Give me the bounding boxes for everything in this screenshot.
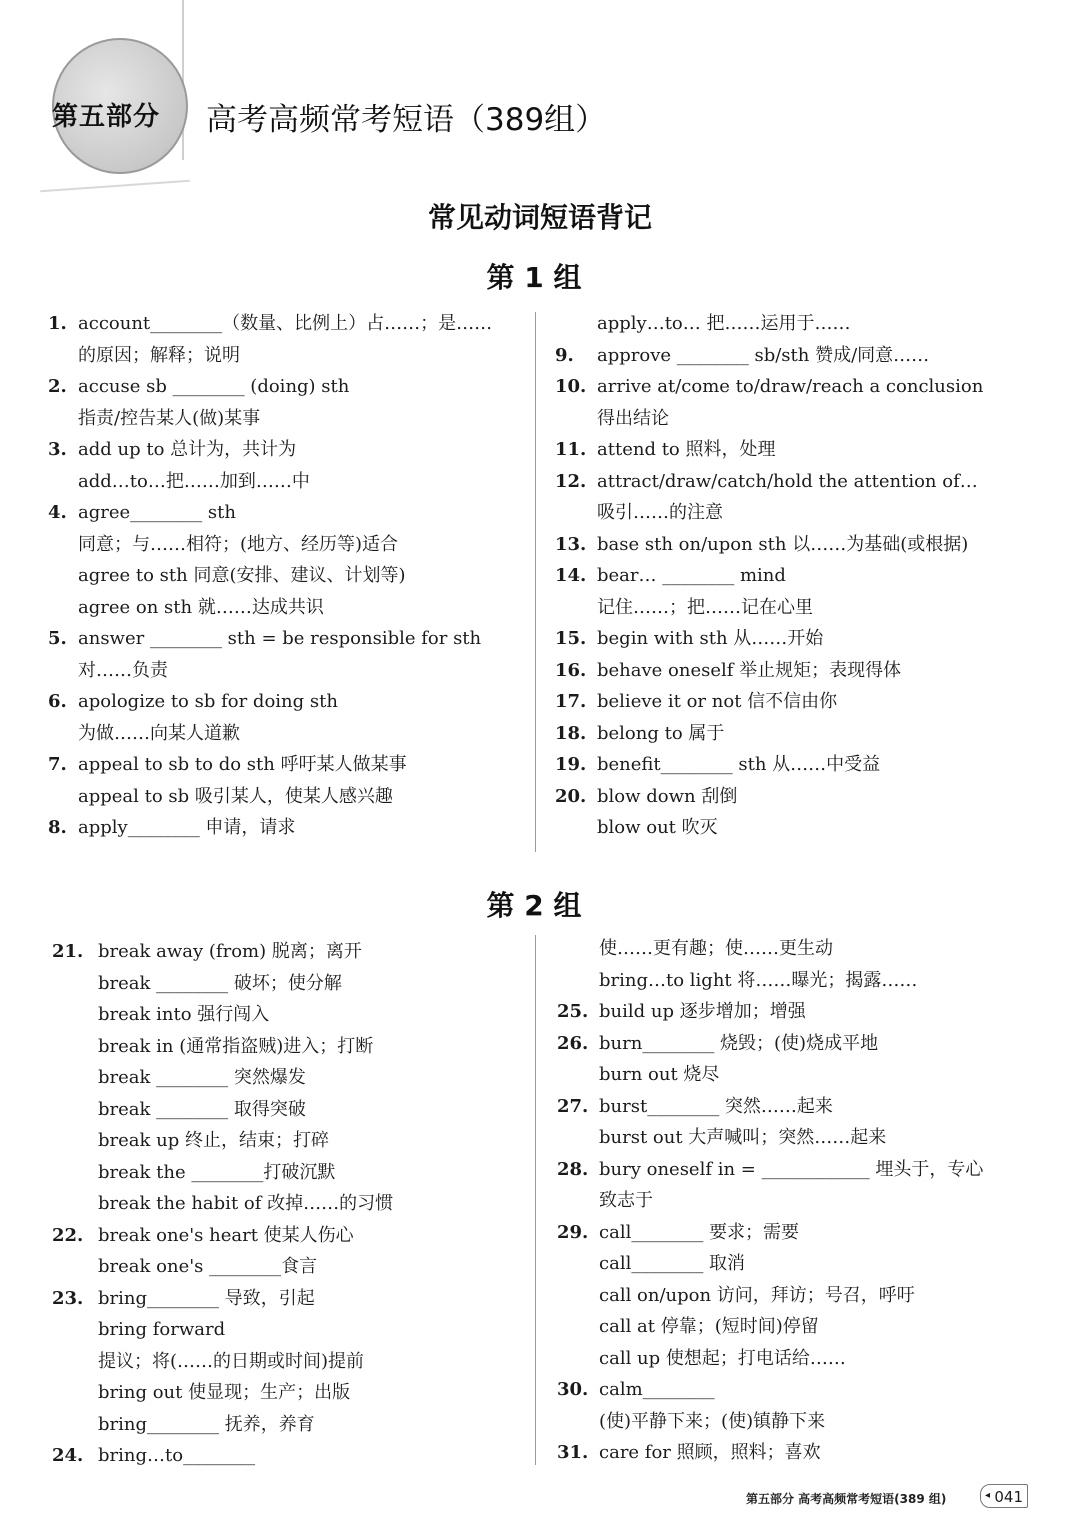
entry-text: burst out 大声喊叫；突然……起来 <box>599 1127 887 1148</box>
entry-text: accuse sb ________ (doing) sth <box>78 376 350 397</box>
entry-text: call at 停靠；(短时间)停留 <box>599 1316 819 1337</box>
entry-text: burn out 烧尽 <box>599 1064 720 1085</box>
entry-number: 4. <box>48 502 67 523</box>
phrase-entry <box>555 623 1045 655</box>
entry-number: 22. <box>52 1224 84 1246</box>
entry-text: break ________ 突然爆发 <box>98 1067 306 1088</box>
phrase-entry <box>555 655 1045 687</box>
phrase-entry <box>557 996 1047 1028</box>
phrase-entry <box>52 1062 532 1094</box>
phrase-entry <box>557 1406 1047 1438</box>
entry-number: 28. <box>557 1158 589 1180</box>
phrase-entry <box>52 1314 532 1346</box>
entry-text: burst________ 突然……起来 <box>599 1095 833 1117</box>
phrase-entry <box>555 686 1045 718</box>
entry-text: break one's heart 使某人伤心 <box>98 1224 354 1246</box>
entry-text: belong to 属于 <box>597 722 725 744</box>
phrase-entry <box>48 560 528 592</box>
phrase-entry <box>52 1125 532 1157</box>
phrase-entry <box>555 781 1045 813</box>
entry-text: 同意；与……相符；(地方、经历等)适合 <box>78 533 399 555</box>
phrase-entry <box>555 560 1045 592</box>
group-1-title: 第 1 组 <box>486 261 582 294</box>
phrase-entry <box>557 1185 1047 1217</box>
phrase-entry <box>557 1280 1047 1312</box>
entry-text: 记住……；把……记在心里 <box>597 596 813 618</box>
entry-text: break in (通常指盗贼)进入；打断 <box>98 1035 374 1057</box>
phrase-entry <box>555 308 1045 340</box>
entry-text: base sth on/upon sth 以……为基础(或根据) <box>597 533 969 555</box>
entry-number: 13. <box>555 533 587 555</box>
phrase-entry <box>48 781 528 813</box>
phrase-entry <box>555 340 1045 372</box>
entry-text: arrive at/come to/draw/reach a conclusion <box>597 376 984 397</box>
phrase-entry <box>555 434 1045 466</box>
phrase-entry <box>48 623 528 655</box>
phrase-entry <box>555 718 1045 750</box>
group-1-left-column <box>48 308 528 844</box>
entry-text: break into 强行闯入 <box>98 1004 270 1025</box>
phrase-entry <box>555 592 1045 624</box>
entry-text: blow out 吹灭 <box>597 817 718 838</box>
entry-text: 得出结论 <box>597 407 669 429</box>
phrase-entry <box>557 1028 1047 1060</box>
entry-number: 17. <box>555 691 587 712</box>
entry-text: 指责/控告某人(做)某事 <box>78 407 261 429</box>
phrase-entry <box>557 1343 1047 1375</box>
entry-text: break ________ 取得突破 <box>98 1098 306 1120</box>
entry-number: 12. <box>555 470 587 492</box>
entry-number: 9. <box>555 344 574 366</box>
phrase-entry <box>48 466 528 498</box>
phrase-entry <box>52 1031 532 1063</box>
footer-running-title: 第五部分 高考高频常考短语(389 组) <box>746 1492 947 1506</box>
entry-text: 对……负责 <box>78 659 168 681</box>
entry-number: 3. <box>48 439 67 460</box>
phrase-entry <box>48 749 528 781</box>
entry-text: 的原因；解释；说明 <box>78 344 240 366</box>
entry-text: call up 使想起；打电话给…… <box>599 1347 846 1369</box>
entry-number: 6. <box>48 691 67 712</box>
entry-number: 8. <box>48 817 67 838</box>
phrase-entry <box>52 936 532 968</box>
entry-number: 2. <box>48 376 67 397</box>
column-divider <box>535 312 536 852</box>
entry-text: apologize to sb for doing sth <box>78 691 338 712</box>
phrase-entry <box>48 403 528 435</box>
entry-number: 14. <box>555 565 587 586</box>
group-2-title: 第 2 组 <box>486 889 582 922</box>
page-edge-line <box>40 180 190 192</box>
entry-text: attend to 照料，处理 <box>597 439 776 460</box>
entry-text: break up 终止，结束；打碎 <box>98 1130 329 1151</box>
phrase-entry <box>48 655 528 687</box>
phrase-entry <box>52 1094 532 1126</box>
phrase-entry <box>48 371 528 403</box>
entry-text: 提议；将(……的日期或时间)提前 <box>98 1350 365 1372</box>
part-title: 高考高频常考短语（389组） <box>206 102 607 138</box>
entry-text: 使……更有趣；使……更生动 <box>599 938 833 959</box>
entry-text: answer ________ sth = be responsible for sth <box>78 628 482 649</box>
entry-number: 1. <box>48 313 67 334</box>
entry-number: 30. <box>557 1379 589 1400</box>
entry-text: bear… ________ mind <box>597 565 786 586</box>
phrase-entry <box>48 308 528 340</box>
group-2-left-column <box>52 936 532 1472</box>
entry-text: calm________ <box>599 1379 715 1400</box>
entry-text: agree________ sth <box>78 502 236 523</box>
entry-number: 26. <box>557 1032 589 1054</box>
phrase-entry <box>52 968 532 1000</box>
entry-number: 15. <box>555 628 587 649</box>
phrase-entry <box>48 340 528 372</box>
entry-text: add up to 总计为，共计为 <box>78 439 297 460</box>
entry-text: 致志于 <box>599 1190 653 1211</box>
phrase-entry <box>48 812 528 844</box>
entry-text: bring…to light 将……曝光；揭露…… <box>599 969 918 991</box>
entry-text: care for 照顾，照料；喜欢 <box>599 1442 821 1463</box>
page-number: 041 <box>980 1484 1028 1508</box>
entry-text: bring…to________ <box>98 1445 256 1466</box>
section-title: 常见动词短语背记 <box>427 201 652 234</box>
entry-number: 24. <box>52 1445 84 1466</box>
entry-text: agree to sth 同意(安排、建议、计划等) <box>78 565 406 586</box>
phrase-entry <box>557 1374 1047 1406</box>
phrase-entry <box>555 466 1045 498</box>
group-1-right-column <box>555 308 1045 844</box>
entry-text: behave oneself 举止规矩；表现得体 <box>597 659 902 681</box>
entry-text: attract/draw/catch/hold the attention of… <box>597 470 978 492</box>
phrase-entry <box>557 933 1047 965</box>
entry-text: apply________ 申请，请求 <box>78 817 296 838</box>
entry-text: approve ________ sb/sth 赞成/同意…… <box>597 344 930 366</box>
entry-number: 18. <box>555 722 587 744</box>
entry-text: agree on sth 就……达成共识 <box>78 596 324 618</box>
phrase-entry <box>555 529 1045 561</box>
phrase-entry <box>555 371 1045 403</box>
phrase-entry <box>555 749 1045 781</box>
entry-text: add…to…把……加到……中 <box>78 470 310 492</box>
phrase-entry <box>48 434 528 466</box>
entry-text: believe it or not 信不信由你 <box>597 691 838 712</box>
entry-number: 29. <box>557 1221 589 1243</box>
entry-number: 21. <box>52 941 84 962</box>
phrase-entry <box>48 592 528 624</box>
entry-number: 7. <box>48 754 67 775</box>
phrase-entry <box>48 529 528 561</box>
entry-text: break away (from) 脱离；离开 <box>98 941 362 962</box>
group-2-right-column <box>557 933 1047 1469</box>
entry-text: begin with sth 从……开始 <box>597 628 824 649</box>
entry-number: 5. <box>48 628 67 649</box>
entry-text: break ________ 破坏；使分解 <box>98 972 342 994</box>
phrase-entry <box>557 1217 1047 1249</box>
entry-number: 16. <box>555 659 587 681</box>
entry-number: 11. <box>555 439 587 460</box>
entry-text: build up 逐步增加；增强 <box>599 1001 806 1022</box>
phrase-entry <box>52 1188 532 1220</box>
entry-text: call________ 要求；需要 <box>599 1221 800 1243</box>
phrase-entry <box>52 1283 532 1315</box>
entry-number: 23. <box>52 1287 84 1309</box>
entry-number: 25. <box>557 1001 589 1022</box>
phrase-entry <box>52 1409 532 1441</box>
entry-text: call on/upon 访问，拜访；号召，呼吁 <box>599 1284 915 1306</box>
entry-text: break one's ________食言 <box>98 1256 318 1277</box>
entry-text: blow down 刮倒 <box>597 785 738 807</box>
entry-text: 吸引……的注意 <box>597 502 723 523</box>
entry-number: 19. <box>555 754 587 775</box>
entry-text: benefit________ sth 从……中受益 <box>597 754 881 775</box>
entry-text: appeal to sb 吸引某人，使某人感兴趣 <box>78 785 393 807</box>
phrase-entry <box>557 1437 1047 1469</box>
entry-text: bring________ 抚养，养育 <box>98 1413 315 1435</box>
phrase-entry <box>52 1346 532 1378</box>
entry-text: apply…to… 把……运用于…… <box>597 313 851 334</box>
entry-text: account________（数量、比例上）占……；是…… <box>78 313 493 334</box>
phrase-entry <box>557 1154 1047 1186</box>
entry-text: break the ________打破沉默 <box>98 1161 336 1183</box>
phrase-entry <box>555 403 1045 435</box>
phrase-entry <box>557 1248 1047 1280</box>
entry-text: (使)平静下来；(使)镇静下来 <box>599 1410 826 1432</box>
phrase-entry <box>52 1251 532 1283</box>
phrase-entry <box>555 497 1045 529</box>
phrase-entry <box>52 1377 532 1409</box>
part-label: 第五部分 <box>52 102 161 132</box>
phrase-entry <box>557 965 1047 997</box>
phrase-entry <box>555 812 1045 844</box>
entry-text: burn________ 烧毁；(使)烧成平地 <box>599 1032 879 1054</box>
phrase-entry <box>52 1157 532 1189</box>
entry-number: 31. <box>557 1442 589 1463</box>
phrase-entry <box>52 1220 532 1252</box>
entry-text: 为做……向某人道歉 <box>78 722 240 744</box>
entry-text: bring out 使显现；生产；出版 <box>98 1382 351 1403</box>
page-arrow-icon: ◂ <box>985 1490 991 1501</box>
entry-text: appeal to sb to do sth 呼吁某人做某事 <box>78 754 407 775</box>
entry-text: bury oneself in = ____________ 埋头于，专心 <box>599 1158 984 1180</box>
entry-text: bring forward <box>98 1319 226 1340</box>
entry-number: 10. <box>555 376 587 397</box>
phrase-entry <box>557 1091 1047 1123</box>
phrase-entry <box>557 1059 1047 1091</box>
entry-text: bring________ 导致，引起 <box>98 1287 315 1309</box>
phrase-entry <box>52 999 532 1031</box>
phrase-entry <box>557 1122 1047 1154</box>
phrase-entry <box>48 497 528 529</box>
entry-number: 27. <box>557 1095 589 1117</box>
phrase-entry <box>48 686 528 718</box>
entry-number: 20. <box>555 785 587 807</box>
column-divider <box>535 935 536 1465</box>
phrase-entry <box>557 1311 1047 1343</box>
phrase-entry <box>52 1440 532 1472</box>
entry-text: call________ 取消 <box>599 1253 746 1274</box>
phrase-entry <box>48 718 528 750</box>
entry-text: break the habit of 改掉……的习惯 <box>98 1193 394 1214</box>
